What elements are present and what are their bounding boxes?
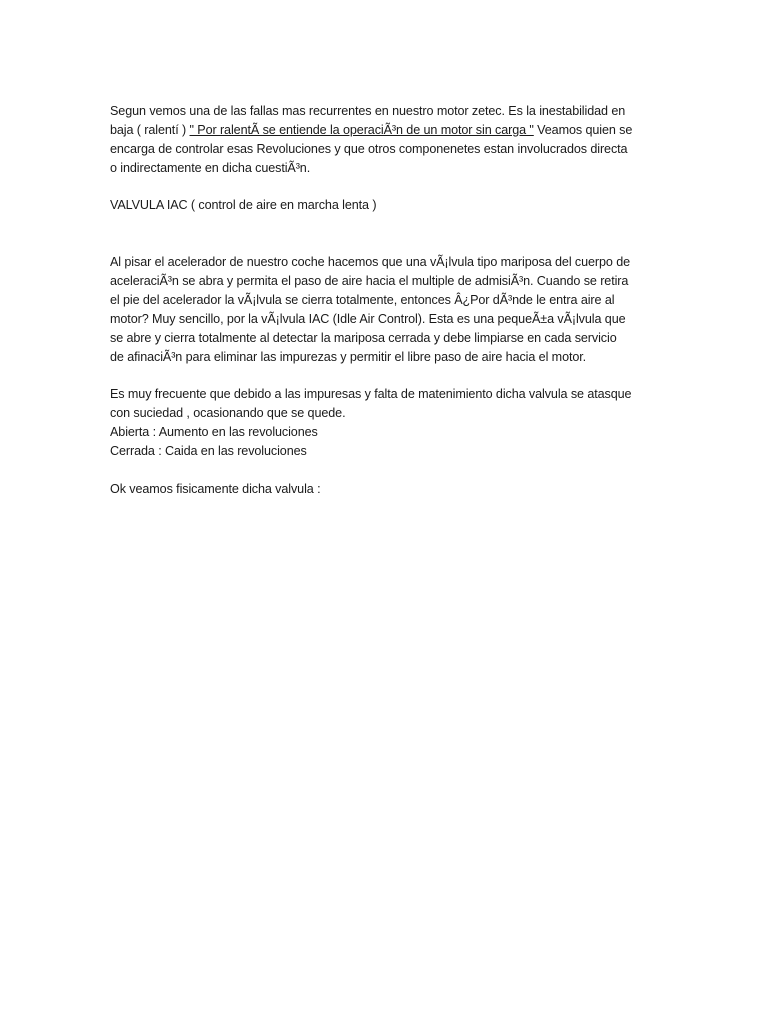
- iac-line-2: aceleraciÃ³n se abra y permita el paso de aire hacia el multiple de admisiÃ³n. Cuando se retira: [110, 274, 629, 289]
- spacer: [110, 178, 670, 197]
- maintenance-line-2: con suciedad , ocasionando que se quede.: [110, 406, 346, 421]
- section-heading: VALVULA IAC ( control de aire en marcha lenta ): [110, 198, 377, 213]
- iac-line-4: motor? Muy sencillo, por la vÃ¡lvula IAC (Idle Air Control). Esta es una pequeÃ±a vÃ¡lvula que: [110, 311, 626, 326]
- ralenti-definition: " Por ralentÃ se entiende la operaciÃ³n de un motor sin carga ": [189, 122, 534, 137]
- intro-line-3: encarga de controlar esas Revoluciones y que otros componenetes estan involucrados directa: [110, 141, 628, 156]
- iac-line-5: se abre y cierra totalmente al detectar la mariposa cerrada y debe limpiarse en cada servicio: [110, 330, 617, 345]
- spacer: [110, 234, 670, 253]
- maintenance-line-1: Es muy frecuente que debido a las impuresas y falta de matenimiento dicha valvula se atasque: [110, 387, 632, 402]
- closing-line: Ok veamos fisicamente dicha valvula :: [110, 481, 321, 496]
- intro-line-2: [110, 121, 670, 140]
- intro-line-2-start: baja ( ralentí ): [110, 122, 190, 137]
- intro-line-4: o indirectamente en dicha cuestiÃ³n.: [110, 160, 311, 175]
- intro-line-1: Segun vemos una de las fallas mas recurrentes en nuestro motor zetec. Es la inestabilidad en: [110, 104, 626, 118]
- spacer: [110, 366, 670, 385]
- iac-line-3: el pie del acelerador la vÃ¡lvula se cierra totalmente, entonces Â¿Por dÃ³nde le entra aire al: [110, 292, 615, 307]
- iac-line-6: de afinaciÃ³n para eliminar las impurezas y permitir el libre paso de aire hacia el motor.: [110, 349, 587, 364]
- iac-line-1: Al pisar el acelerador de nuestro coche hacemos que una vÃ¡lvula tipo mariposa del cuerpo de: [110, 255, 631, 270]
- intro-line-2-end: Veamos quien se: [533, 122, 633, 137]
- closed-state-line: Cerrada : Caida en las revoluciones: [110, 444, 307, 459]
- document-body: [110, 102, 670, 499]
- open-state-line: Abierta : Aumento en las revoluciones: [110, 425, 318, 440]
- spacer: [110, 461, 670, 480]
- spacer: [110, 215, 670, 234]
